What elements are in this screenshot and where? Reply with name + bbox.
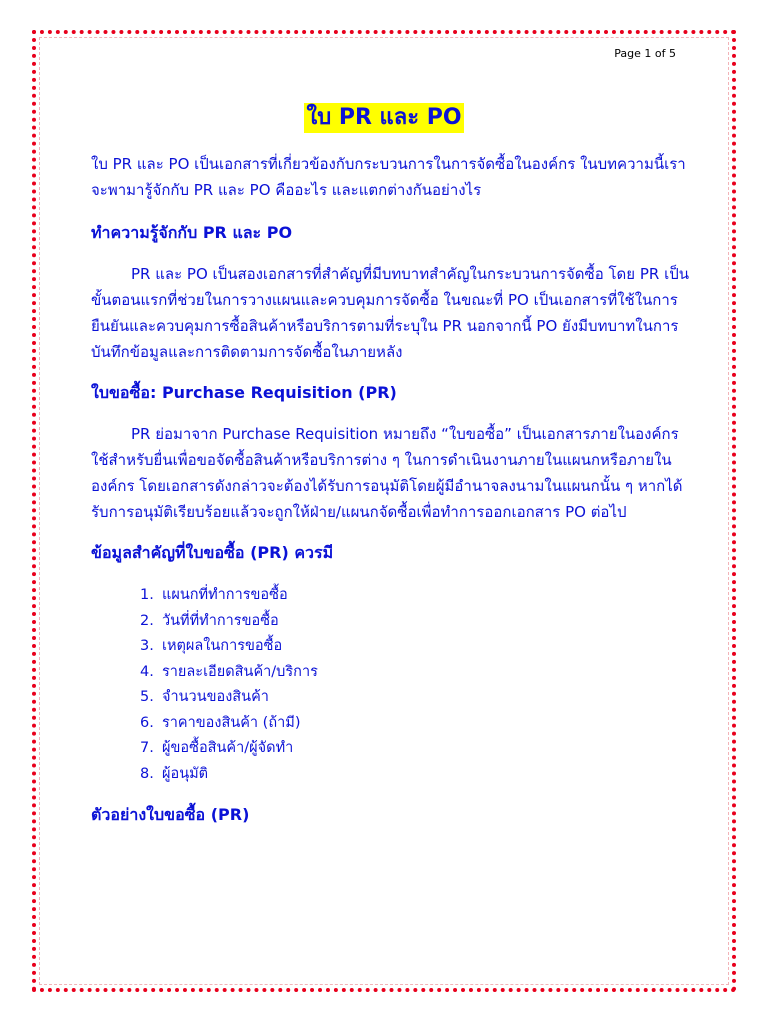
- intro-paragraph: ใบ PR และ PO เป็นเอกสารที่เกี่ยวข้องกับกระบวนการในการจัดซื้อในองค์กร ในบทความนี้เราจะพามารู้จักกับ PR และ PO คืออะไร และแตกต่างกันอย่างไร: [91, 155, 686, 199]
- section2-paragraph: PR ย่อมาจาก Purchase Requisition หมายถึง “ใบขอซื้อ” เป็นเอกสารภายในองค์กรใช้สำหรับยื่นเพื่อขอจัดซื้อสินค้าหรือบริการต่าง ๆ ในการดำเนินงานภายในแผนกหรือภายในองค์กร โดยเอกสารดังกล่าวจะต้องได้รับการอนุมัติโดยผู้มีอำนาจลงนามในแผนกนั้น ๆ หากได้รับการอนุมัติเรียบร้อยแล้วจะถูกให้ฝ่าย/แผนกจัดซื้อเพื่อทำการออกเอกสาร PO ต่อไป: [91, 425, 683, 521]
- page-number: [614, 47, 676, 60]
- page-of: of: [654, 47, 666, 60]
- section1-body-block: [91, 261, 691, 365]
- section2-body-block: [91, 421, 691, 525]
- section2-heading: ใบขอซื้อ: Purchase Requisition (PR): [91, 383, 397, 402]
- page-current: 1: [644, 47, 652, 60]
- pr-fields-list: [140, 583, 318, 787]
- section-pr: [91, 381, 691, 405]
- section4-heading: ตัวอย่างใบขอซื้อ (PR): [91, 805, 250, 824]
- list-item: 2. วันที่ที่ทำการขอซื้อ: [140, 612, 279, 629]
- list-item: 7. ผู้ขอซื้อสินค้า/ผู้จัดทำ: [140, 740, 294, 756]
- list-item: 6. ราคาของสินค้า (ถ้ามี): [140, 714, 301, 731]
- title-container: [0, 103, 768, 133]
- page-total: 5: [669, 47, 676, 60]
- page-title: ใบ PR และ PO: [304, 103, 463, 133]
- section-intro-pr-po: [91, 221, 691, 245]
- section3-heading: ข้อมูลสำคัญที่ใบขอซื้อ (PR) ควรมี: [91, 543, 334, 562]
- list-item: 5. จำนวนของสินค้า: [140, 689, 269, 705]
- intro-block: [91, 151, 691, 203]
- section1-heading: ทำความรู้จักกับ PR และ PO: [91, 223, 293, 242]
- list-item: 3. เหตุผลในการขอซื้อ: [140, 638, 283, 654]
- page-label: Page: [614, 47, 641, 60]
- section-pr-example: [91, 803, 691, 827]
- section1-paragraph: PR และ PO เป็นสองเอกสารที่สำคัญที่มีบทบาทสำคัญในกระบวนการจัดซื้อ โดย PR เป็นขั้นตอนแรกที่ช่วยในการวางแผนและควบคุมการจัดซื้อ ในขณะที่ PO เป็นเอกสารที่ใช้ในการยืนยันและควบคุมการซื้อสินค้าหรือบริการตามที่ระบุใน PR นอกจากนี้ PO ยังมีบทบาทในการบันทึกข้อมูลและการติดตามการจัดซื้อในภายหลัง: [91, 265, 689, 361]
- list-item: 4. รายละเอียดสินค้า/บริการ: [140, 663, 318, 680]
- list-item: 1. แผนกที่ทำการขอซื้อ: [140, 587, 288, 603]
- list-item: 8. ผู้อนุมัติ: [140, 765, 209, 782]
- section-pr-fields: [91, 541, 691, 565]
